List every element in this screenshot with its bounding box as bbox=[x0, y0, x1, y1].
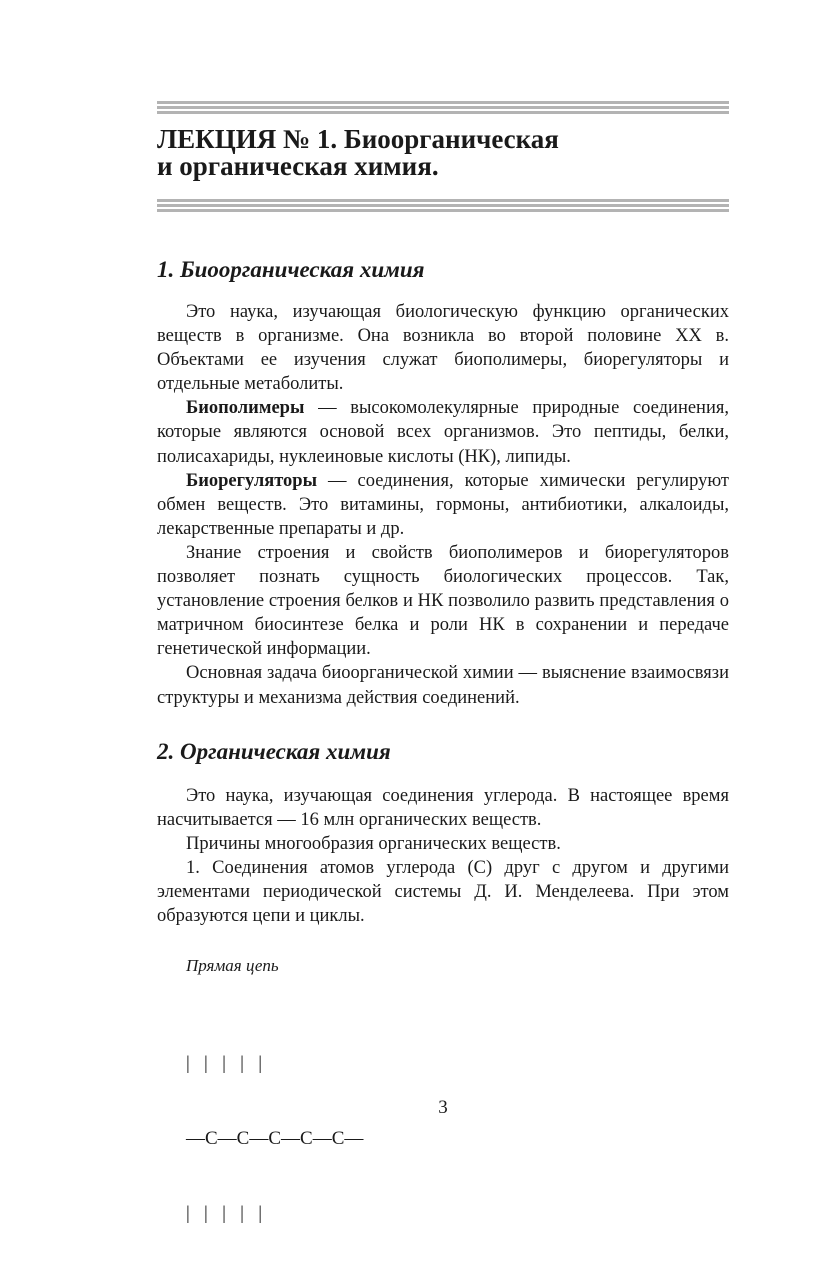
section-1-paragraph-5: Основная задача биоорганической химии — выяснение взаимосвязи структуры и механизма действия соединений. bbox=[157, 663, 729, 708]
bottom-decorative-rule bbox=[157, 199, 729, 214]
lecture-title-line-2: и органическая химия. bbox=[157, 151, 439, 181]
term-bioregulators: Биорегуляторы bbox=[186, 470, 318, 491]
top-decorative-rule bbox=[157, 101, 729, 116]
formula-lower-bonds: | | | | | bbox=[186, 1203, 263, 1224]
formula-upper-bonds: | | | | | bbox=[186, 1053, 263, 1074]
biopolymers-definition: — высокомолекулярные природные соединения, которые являются основой всех организмов. Это пептиды, белки, полисахариды, нуклеиновые кислоты (НК), липиды. bbox=[157, 398, 729, 467]
section-1-paragraph-4: Знание строения и свойств биополимеров и биорегуляторов позволяет познать сущность биологических процессов. Так, установление строения белков и НК позволило развить представления о матричном биосинтезе белка и роли НК в сохранении и передаче генетической информации. bbox=[157, 542, 729, 660]
section-2-body bbox=[157, 784, 729, 929]
section-2-heading: 2. Органическая химия bbox=[157, 739, 391, 764]
section-1-paragraph-2 bbox=[157, 396, 729, 468]
section-2-paragraph-1: Это наука, изучающая соединения углерода. В настоящее время насчитывается — 16 млн органических веществ. bbox=[157, 786, 729, 831]
term-biopolymers: Биополимеры bbox=[186, 398, 305, 419]
formula-carbon-chain: —C—C—C—C—C— bbox=[186, 1128, 364, 1149]
section-1-heading: 1. Биоорганическая химия bbox=[157, 257, 425, 282]
section-1-paragraph-3 bbox=[157, 469, 729, 541]
page-number: 3 bbox=[438, 1097, 448, 1118]
bioregulators-definition: — соединения, которые химически регулируют обмен веществ. Это витамины, гормоны, антибиотики, алкалоиды, лекарственные препараты и др. bbox=[157, 470, 729, 539]
lecture-title-line-1: ЛЕКЦИЯ № 1. Биоорганическая bbox=[157, 124, 559, 154]
section-1-body bbox=[157, 300, 729, 710]
carbon-chain-formula bbox=[186, 1001, 363, 1276]
figure-caption: Прямая цепь bbox=[186, 956, 279, 975]
section-2-paragraph-2: Причины многообразия органических веществ. bbox=[186, 834, 561, 855]
section-1-paragraph-1: Это наука, изучающая биологическую функцию органических веществ в организме. Она возникла во второй половине XX в. Объектами ее изучения служат биополимеры, биорегуляторы и отдельные метаболиты. bbox=[157, 302, 729, 395]
lecture-title bbox=[157, 126, 729, 180]
section-2-paragraph-3: 1. Соединения атомов углерода (С) друг с другом и другими элементами периодической системы Д. И. Менделеева. При этом образуются цепи и циклы. bbox=[157, 858, 729, 927]
